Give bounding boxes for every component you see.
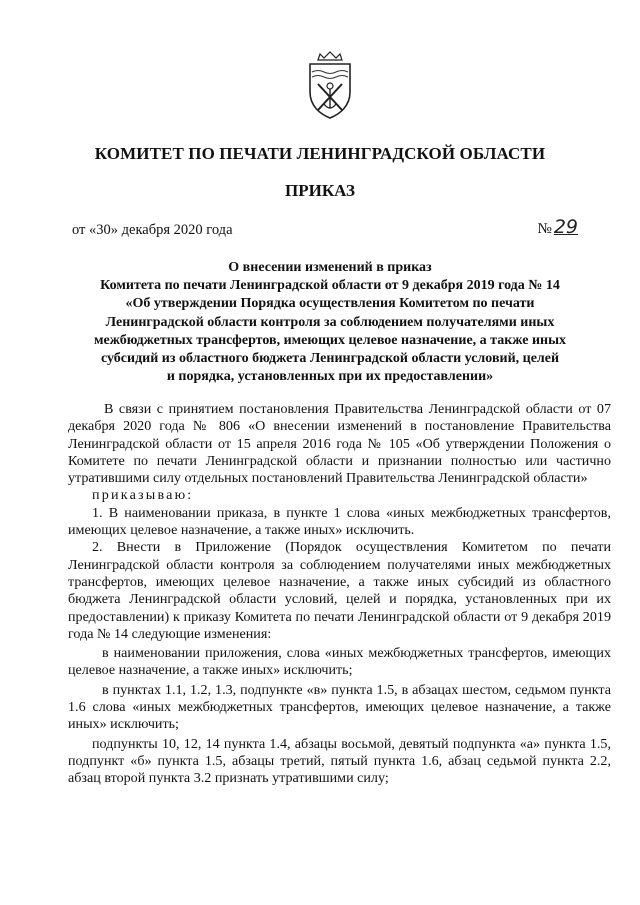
number-prefix: № xyxy=(537,221,552,237)
document-type: ПРИКАЗ xyxy=(285,181,355,200)
document-date: от «30» декабря 2020 года xyxy=(72,222,233,238)
heading-line: Комитета по печати Ленинградской области от 9 декабря 2019 года № 14 xyxy=(100,278,560,294)
coat-of-arms-icon xyxy=(306,50,354,120)
heading-line: «Об утверждении Порядка осуществления Комитетом по печати xyxy=(125,296,535,312)
heading-line: Ленинградской области контроля за соблюдением получателями иных xyxy=(105,314,555,330)
document-number xyxy=(538,216,579,238)
heading-line: субсидий из областного бюджета Ленинградской области условий, целей xyxy=(100,351,560,367)
document-body xyxy=(68,401,611,788)
handwritten-number: 29 xyxy=(553,216,578,238)
subitem-paragraph: подпункты 10, 12, 14 пункта 1.4, абзацы восьмой, девятый подпункта «а» пункта 1.5, подпункт «б» пункта 1.5, абзацы третий, пятый пункта 1.6, абзац седьмой пункта 2.2, абзац второй пункта 3.2 признать утратившими силу; xyxy=(68,735,611,787)
document-heading xyxy=(60,259,600,386)
heading-line: межбюджетных трансфертов, имеющих целевое назначение, а также иных xyxy=(93,332,567,348)
subitem-paragraph: в пунктах 1.1, 1.2, 1.3, подпункте «в» пункта 1.5, в абзацах шестом, седьмом пункта 1.6 слова «иных межбюджетных трансфертов, имеющих целевое назначение, а также иных» исключить; xyxy=(68,681,611,733)
item-1-paragraph: 1. В наименовании приказа, в пункте 1 слова «иных межбюджетных трансфертов, имеющих целевое назначение, а также иных» исключить. xyxy=(68,504,611,539)
heading-line: О внесении изменений в приказ xyxy=(228,260,432,275)
order-word: приказываю: xyxy=(92,487,194,504)
item-2-paragraph: 2. Внести в Приложение (Порядок осуществления Комитетом по печати Ленинградской области контроля за соблюдением получателями иных межбюджетных трансфертов, имеющих целевое назначение, а также иных субсидий из областного бюджета Ленинградской области условий, целей и порядка, установленных при их предоставлении) к приказу Комитета по печати Ленинградской области от 9 декабря 2019 года № 14 следующие изменения: xyxy=(68,539,611,642)
heading-line: и порядка, установленных при их предоставлении» xyxy=(166,369,494,385)
committee-name: КОМИТЕТ ПО ПЕЧАТИ ЛЕНИНГРАДСКОЙ ОБЛАСТИ xyxy=(94,144,546,163)
preamble-paragraph: В связи с принятием постановления Правительства Ленинградской области от 07 декабря 2020 года № 806 «О внесении изменений в постановление Правительства Ленинградской области от 15 апреля 2016 года № 105 «Об утверждении Положения о Комитете по печати Ленинградской области и признании полностью или частично утратившими силу отдельных постановлений Правительства Ленинградской области» xyxy=(68,401,611,487)
subitem-paragraph: в наименовании приложения, слова «иных межбюджетных трансфертов, имеющих целевое назначение, а также иных» исключить; xyxy=(68,645,611,679)
